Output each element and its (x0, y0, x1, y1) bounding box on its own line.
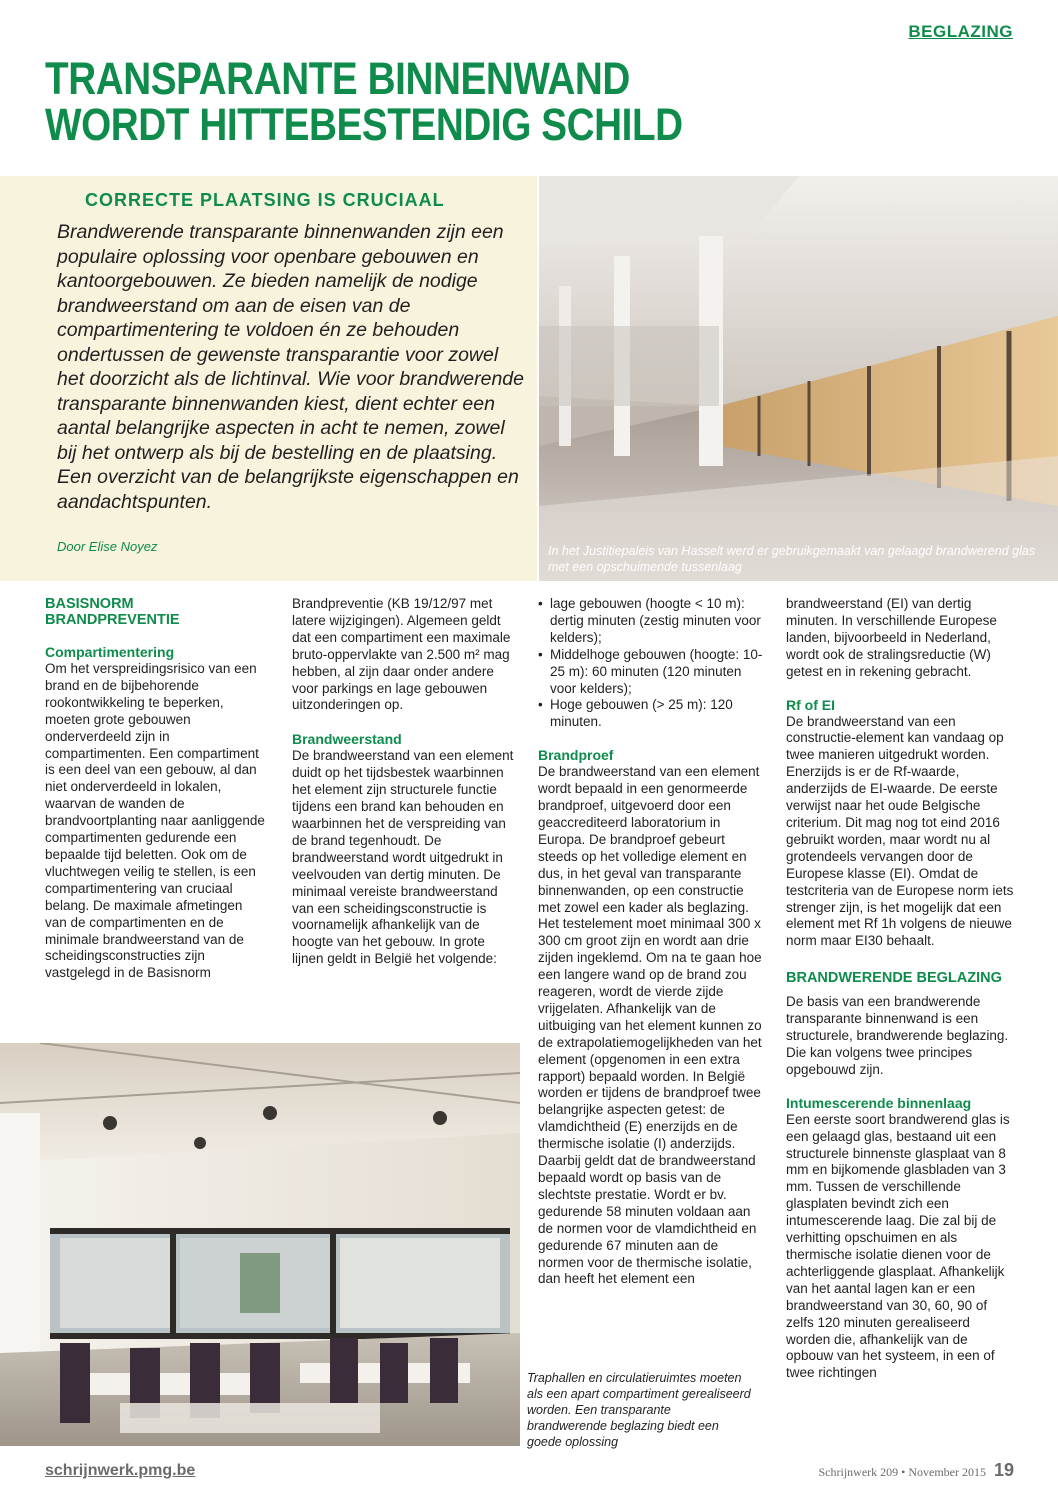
photo-justitiepaleis (539, 176, 1058, 581)
section-tag[interactable]: BEGLAZING (908, 22, 1013, 41)
heading-brandwerende-beglazing: BRANDWERENDE BEGLAZING (786, 970, 1002, 987)
column-2 (292, 596, 520, 968)
showroom-image (0, 1043, 520, 1446)
paragraph-compartimentering: Om het verspreidingsrisico van een brand en de bijbehorende rookontwikkeling te beperken, moeten grote gebouwen onderverdeeld zijn in compartimenten. Een compartiment is een deel van een gebouw, al dan niet onderverdeeld in lokalen, waarvan de wanden de brandvoortplanting naar aanliggende compartimenten gedurende een bepaalde tijd beletten. Ook om de vluchtwegen veilig te stellen, is een compartimentering van cruciaal belang. De maximale afmetingen van de compartimenten en de minimale brandweerstand van de scheidingsconstructies zijn vastgelegd in de Basisnorm (45, 661, 265, 981)
intro-heading: CORRECTE PLAATSING IS CRUCIAAL (85, 190, 445, 210)
subheading-intumescerende: Intumescerende binnenlaag (786, 1094, 972, 1111)
paragraph-rf-of-ei: De brandweerstand van een constructie-element kan vandaag op twee manieren uitgedrukt worden. Enerzijds is er de Rf-waarde, anderzijds de EI-waarde. De eerste verwijst naar het oude Belgische criterium. Dit mag nog tot eind 2016 gebruikt worden, maar wordt nu al grotendeels vervangen door de Europese klasse (EI). Omdat de testcriteria van de Europese norm iets strenger zijn, is het mogelijk dat een element met Rf 1h volgens de nieuwe norm maar EI30 behaalt. (786, 713, 1014, 949)
headline (45, 53, 1005, 150)
list-item: • lage gebouwen (hoogte < 10 m): dertig minuten (zestig minuten voor kelders); (538, 596, 766, 647)
photo-showroom (0, 1043, 520, 1446)
subheading-compartimentering: Compartimentering (45, 644, 175, 660)
heading-basisnorm: BASISNORM BRANDPREVENTIE (45, 596, 180, 628)
paragraph-brandproef: De brandweerstand van een element wordt bepaald in een genormeerde brandproef, uitgevoerd door een geaccrediteerd laboratorium in Europa. De brandproef gebeurt steeds op het volledige element en dus, in het geval van transparante binnenwanden, op een constructie met zowel een kader als beglazing. Het testelement moet minimaal 300 x 300 cm groot zijn en wordt aan drie zijden ingeklemd. Om na te gaan hoe een langere wand op de brand zou reageren, wordt de vierde zijde vrijgelaten. Afhankelijk van de uitbuiging van het element kunnen zo de extrapolatiemogelijkheden van het element (opgenomen in een extra rapport) bepaald worden. In België worden er tijdens de brandproef twee belangrijke aspecten getest: de vlamdichtheid (E) enerzijds en de thermische isolatie (I) anderzijds. Daarbij geldt dat de brandweerstand bepaald wordt op basis van de slechtste prestatie. Wordt er bv. gedurende 58 minuten voldaan aan de normen voor de vlamdichtheid en gedurende 67 minuten aan de normen voor de thermische isolatie, dan heeft het element een (538, 764, 762, 1287)
column-1 (45, 596, 267, 982)
caption-photo-2: Traphallen en circulatieruimtes moeten als een apart compartiment gerealiseerd worden. Een transparante brandwerende beglazing biedt een goede oplossing (527, 1371, 751, 1449)
paragraph-ei: brandweerstand (EI) van dertig minuten. In verschillende Europese landen, bijvoorbeeld in Nederland, wordt ook de stralingsreductie (W) getest en in rekening gebracht. (786, 596, 997, 679)
caption-photo-1: In het Justitiepaleis van Hasselt werd er gebruikgemaakt van gelaagd brandwerend glas met een opschuimende tussenlaag (548, 544, 1036, 574)
list-item: • Middelhoge gebouwen (hoogte: 10-25 m): 60 minuten (120 minuten voor kelders); (538, 647, 766, 698)
interior-hall-image (539, 176, 1058, 581)
subheading-brandweerstand: Brandweerstand (292, 731, 402, 748)
subheading-brandproef: Brandproef (538, 747, 614, 764)
intro-text: Brandwerende transparante binnenwanden zijn een populaire oplossing voor openbare gebouwen en kantoorgebouwen. Ze bieden namelijk de nodige brandweerstand om aan de eisen van de compartimentering te voldoen én ze behouden ondertussen de gewenste transparantie voor zowel het doorzicht als de lichtinval. Wie voor brandwerende transparante binnenwanden kiest, dient echter een aantal belangrijke aspecten in acht te nemen, zowel bij het ontwerp als bij de bestelling en de plaatsing. Een overzicht van de belangrijkste eigenschappen en aandachtspunten. (57, 221, 524, 513)
byline: Door Elise Noyez (57, 539, 158, 554)
paragraph-brandpreventie: Brandpreventie (KB 19/12/97 met latere wijzigingen). Algemeen geldt dat een compartiment een maximale bruto-oppervlakte van 2.500 m² mag hebben, al zijn daar onder andere voor parkings en lage gebouwen uitzonderingen op. (292, 596, 511, 713)
height-list (538, 596, 766, 731)
paragraph-beglazing: De basis van een brandwerende transparante binnenwand is een structurele, brandwerende beglazing. Die kan volgens twee principes opgebouwd zijn. (786, 994, 1009, 1077)
footer-issue: Schrijnwerk 209 • November 2015 (818, 1465, 986, 1479)
paragraph-intumescerende: Een eerste soort brandwerend glas is een gelaagd glas, bestaand uit een structurele binnenste glasplaat van 8 mm en bijkomende glasbladen van 3 mm. Tussen de verschillende glasplaten bevindt zich een intumescerende laag. Die zal bij de verhitting opschuimen en als thermische isolatie dienen voor de achterliggende glasplaat. Afhankelijk van het aantal lagen kan er een brandweerstand van 30, 60, 90 of zelfs 120 minuten gerealiseerd worden die, afhankelijk van de opbouw van het systeem, in een of twee richtingen (786, 1111, 1010, 1381)
headline-line-2: WORDT HITTEBESTENDIG SCHILD (45, 99, 683, 150)
headline-line-1: TRANSPARANTE BINNENWAND (45, 53, 630, 104)
page-number: 19 (993, 1460, 1014, 1480)
paragraph-brandweerstand: De brandweerstand van een element duidt op het tijdsbestek waarbinnen het element zijn structurele functie tijdens een brand kan behouden en waarbinnen het de verspreiding van de brand tegenhoudt. De brandweerstand wordt uitgedrukt in veelvouden van dertig minuten. De minimaal vereiste brandweerstand van een scheidingsconstructie is voornamelijk afhankelijk van de hoogte van het gebouw. In grote lijnen geldt in België het volgende: (292, 748, 514, 967)
list-item: • Hoge gebouwen (> 25 m): 120 minuten. (538, 697, 766, 731)
footer-website-link[interactable]: schrijnwerk.pmg.be (45, 1462, 196, 1479)
column-3 (538, 596, 766, 1288)
column-4 (786, 596, 1014, 1382)
subheading-rf-of-ei: Rf of EI (786, 696, 835, 713)
